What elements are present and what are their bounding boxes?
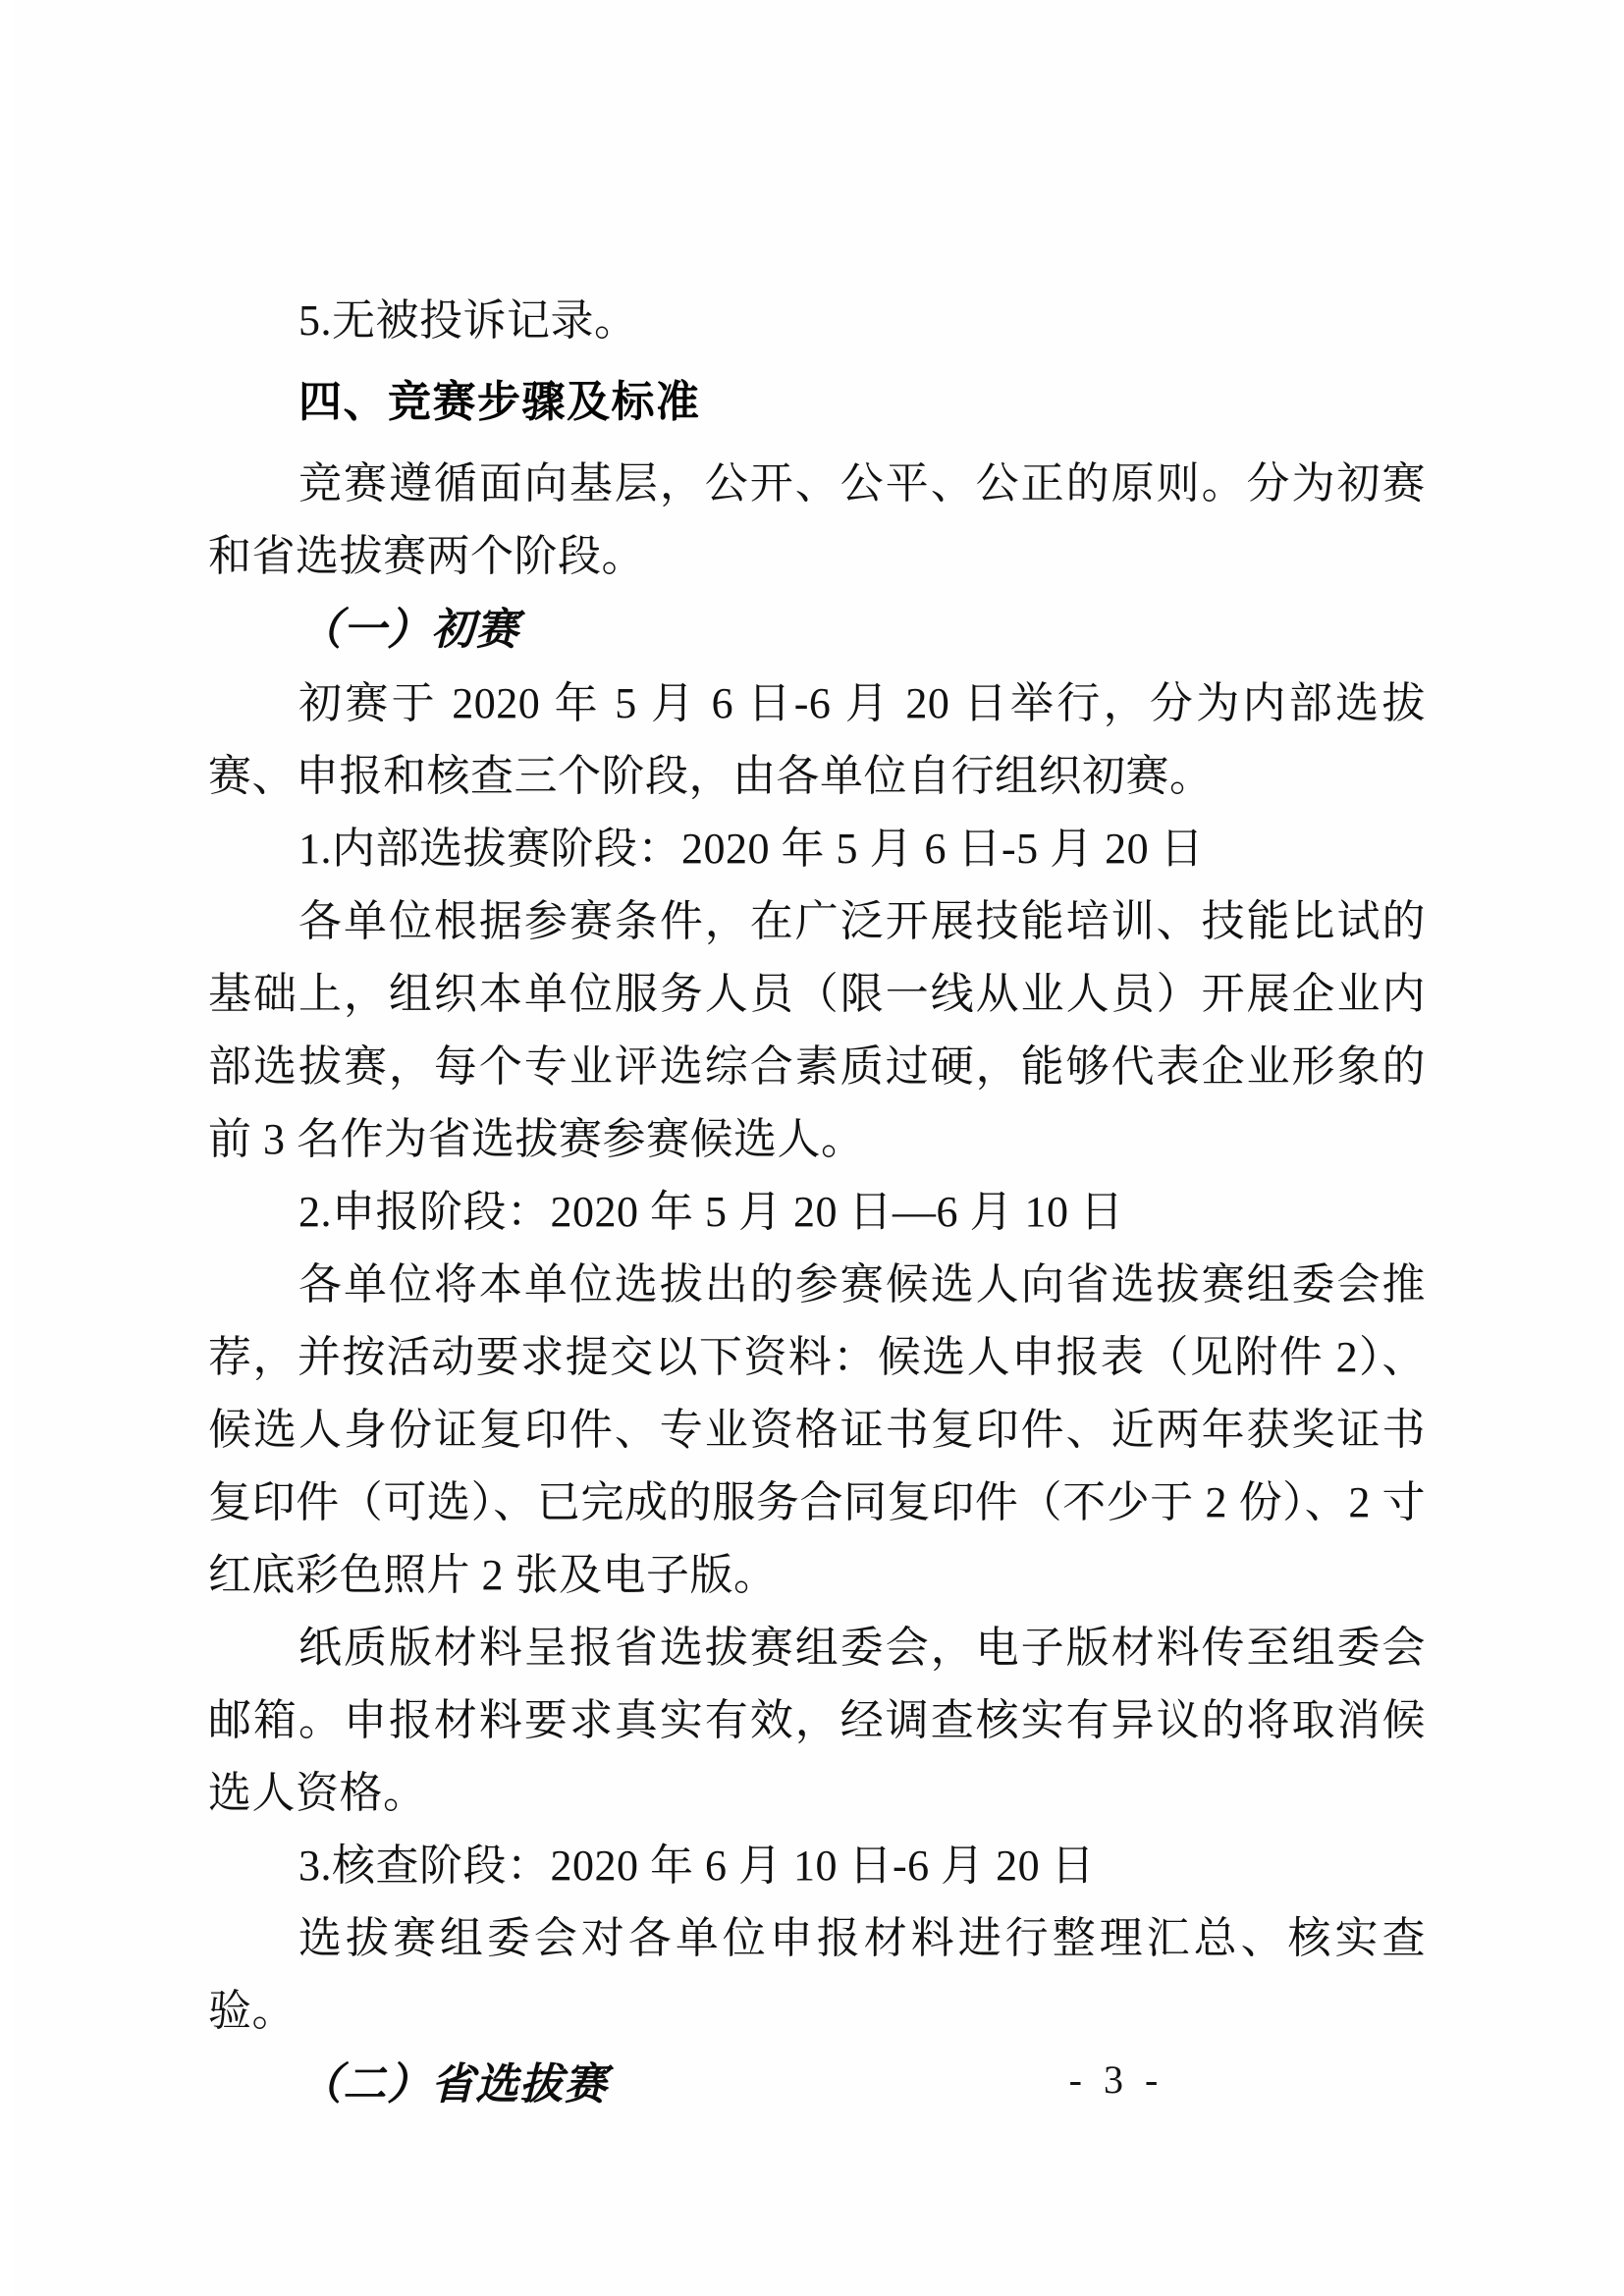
page-left-margin	[0, 0, 14, 2296]
step-2-title: 2.申报阶段：2020 年 5 月 20 日—6 月 10 日	[298, 1188, 1124, 1236]
step-2-body: 各单位将本单位选拔出的参赛候选人向省选拔赛组委会推荐，并按活动要求提交以下资料：候选人申报表（见附件 2）、候选人身份证复印件、专业资格证书复印件、近两年获奖证书复印件（可选）、已完成的服务合同复印件（不少于 2 份）、2 寸红底彩色照片 2 张及电子版。	[208, 1260, 1426, 1599]
page-content	[208, 285, 1426, 2122]
spacer	[208, 357, 1426, 365]
step-1-title: 1.内部选拔赛阶段：2020 年 5 月 6 日-5 月 20 日	[298, 825, 1205, 873]
page-right-margin	[1610, 0, 1624, 2296]
spacer	[208, 440, 1426, 448]
step-3-title: 3.核查阶段：2020 年 6 月 10 日-6 月 20 日	[298, 1842, 1096, 1890]
paragraph-preliminary-overview: 初赛于 2020 年 5 月 6 日-6 月 20 日举行，分为内部选拔赛、申报和核查三个阶段，由各单位自行组织初赛。	[208, 679, 1426, 800]
page-footer	[0, 2056, 1624, 2103]
step-3-body: 选拔赛组委会对各单位申报材料进行整理汇总、核实查验。	[208, 1914, 1426, 2035]
step-1-body: 各单位根据参赛条件，在广泛开展技能培训、技能比试的基础上，组织本单位服务人员（限一线从业人员）开展企业内部选拔赛，每个专业评选综合素质过硬，能够代表企业形象的前 3 名作为省选拔赛参赛候选人。	[208, 897, 1426, 1163]
page-number: - 3 -	[1068, 2057, 1164, 2102]
paragraph-competition-principles: 竞赛遵循面向基层，公开、公平、公正的原则。分为初赛和省选拔赛两个阶段。	[208, 459, 1426, 580]
subheading-provincial-selection: （二）省选拔赛	[298, 2060, 608, 2109]
step-2-note: 纸质版材料呈报省选拔赛组委会，电子版材料传至组委会邮箱。申报材料要求真实有效，经调查核实有异议的将取消候选人资格。	[208, 1624, 1426, 1817]
list-item-5: 5.无被投诉记录。	[298, 296, 638, 345]
section-heading-four: 四、竞赛步骤及标准	[298, 377, 701, 427]
subheading-preliminary-round: （一）初赛	[298, 606, 519, 654]
